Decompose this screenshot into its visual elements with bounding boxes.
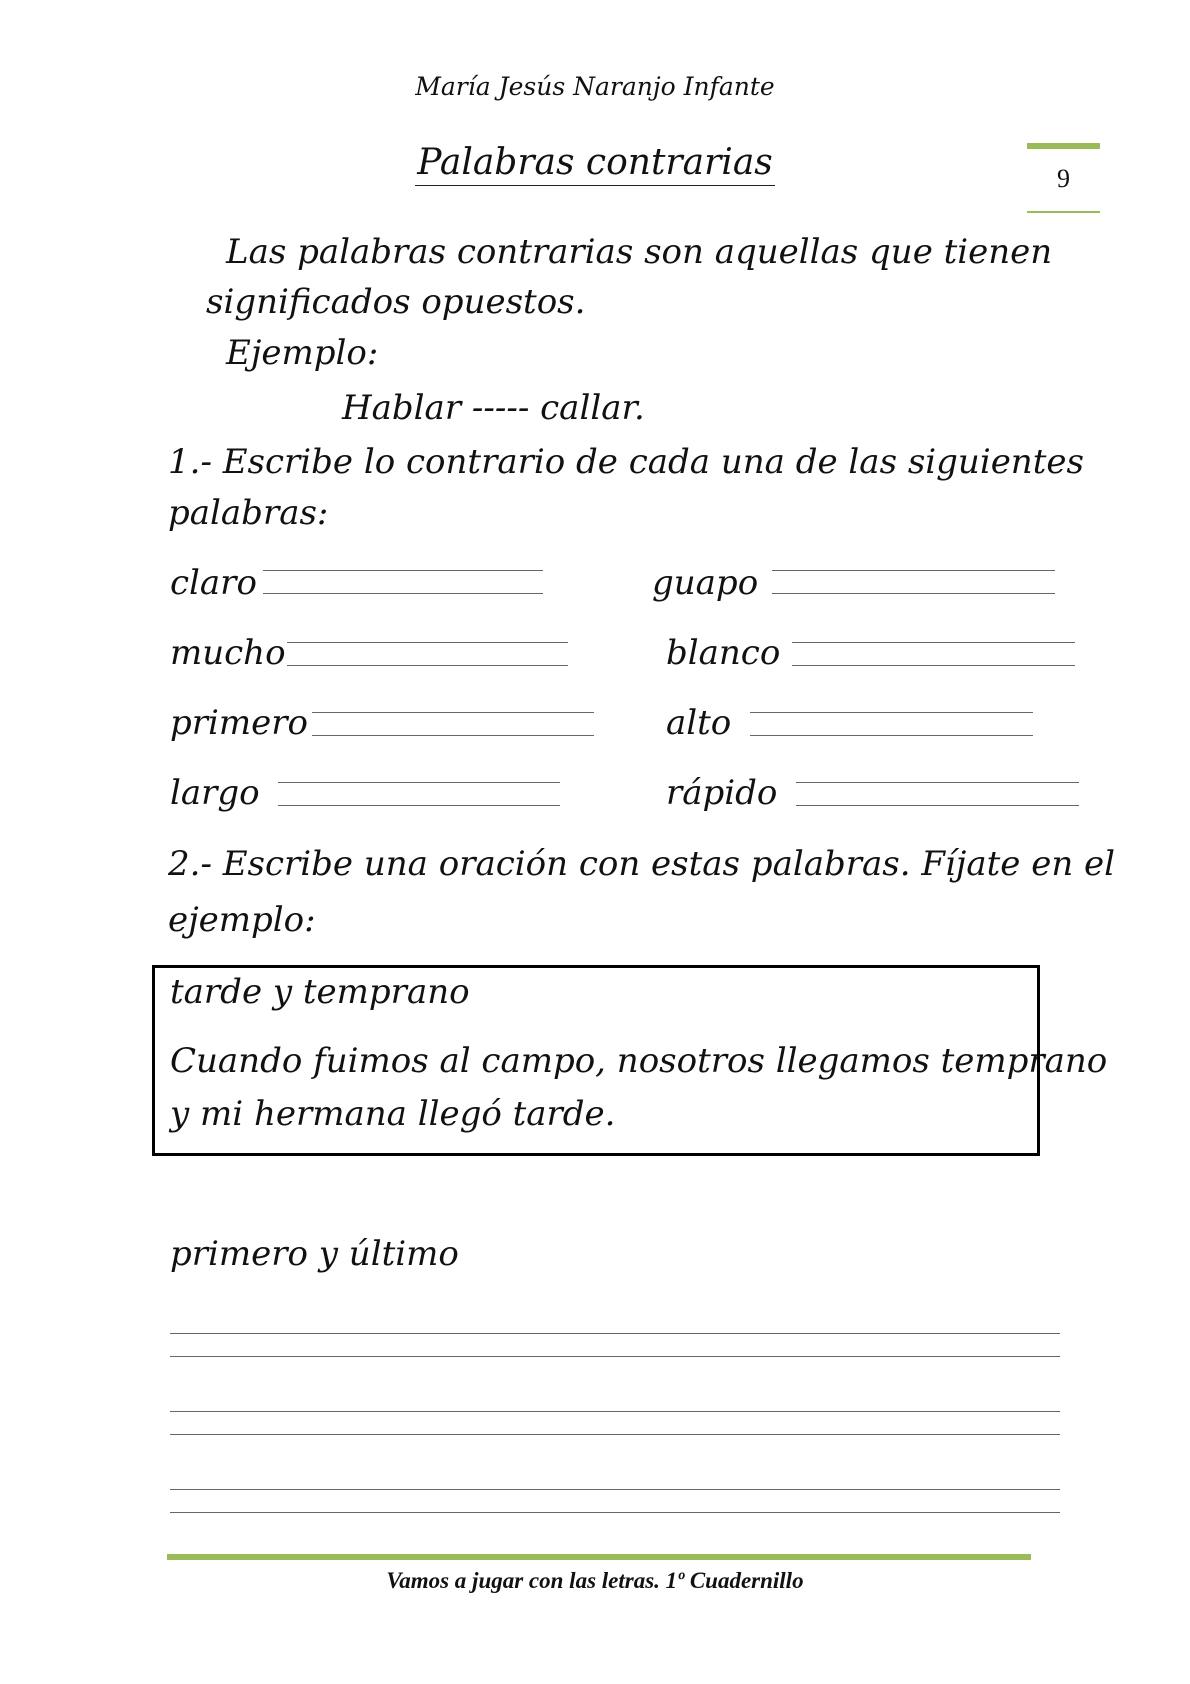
answer-line-alto[interactable]	[750, 712, 1033, 736]
word-mucho: mucho	[170, 633, 286, 673]
sentence-writing-line-3[interactable]	[170, 1489, 1060, 1513]
footer-text: Vamos a jugar con las letras. 1º Cuadernillo	[386, 1568, 804, 1593]
exercise2-instruction-line-2: ejemplo:	[168, 900, 316, 940]
exercise2-instruction-line-1: 2.- Escribe una oración con estas palabras. Fíjate en el	[168, 844, 1116, 884]
word-rapido: rápido	[666, 773, 778, 813]
answer-line-claro[interactable]	[263, 570, 543, 594]
intro-line-2: significados opuestos.	[206, 282, 586, 322]
sentence-writing-line-2[interactable]	[170, 1411, 1060, 1435]
footer-bar	[167, 1554, 1031, 1560]
page-number-bottom-bar	[1027, 211, 1100, 213]
page-number-top-bar	[1027, 143, 1100, 149]
word-alto: alto	[666, 703, 732, 743]
answer-line-guapo[interactable]	[772, 570, 1055, 594]
sentence-writing-line-1[interactable]	[170, 1333, 1060, 1357]
word-blanco: blanco	[666, 633, 781, 673]
example-sentence-line-2: y mi hermana llegó tarde.	[170, 1094, 616, 1134]
intro-line-1: Las palabras contrarias son aquellas que tienen	[226, 232, 1053, 272]
answer-line-mucho[interactable]	[287, 642, 568, 666]
page-title-text: Palabras contrarias	[415, 142, 775, 186]
page-title	[0, 142, 1190, 183]
page-number: 9	[1057, 164, 1070, 193]
exercise1-instruction-line-1: 1.- Escribe lo contrario de cada una de las siguientes	[168, 442, 1084, 482]
word-primero: primero	[170, 703, 308, 743]
example-label: Ejemplo:	[226, 333, 379, 373]
word-guapo: guapo	[652, 563, 759, 603]
answer-line-primero[interactable]	[312, 712, 594, 736]
example-pair: tarde y temprano	[170, 972, 470, 1012]
author-name: María Jesús Naranjo Infante	[415, 72, 775, 101]
example-text: Hablar ----- callar.	[342, 388, 645, 428]
word-largo: largo	[170, 773, 260, 813]
exercise1-instruction-line-2: palabras:	[168, 493, 329, 533]
word-claro: claro	[170, 563, 257, 603]
answer-line-rapido[interactable]	[796, 782, 1079, 806]
task-pair: primero y último	[170, 1234, 459, 1274]
answer-line-blanco[interactable]	[792, 642, 1075, 666]
answer-line-largo[interactable]	[278, 782, 560, 806]
example-sentence-line-1: Cuando fuimos al campo, nosotros llegamos temprano	[170, 1041, 1108, 1081]
